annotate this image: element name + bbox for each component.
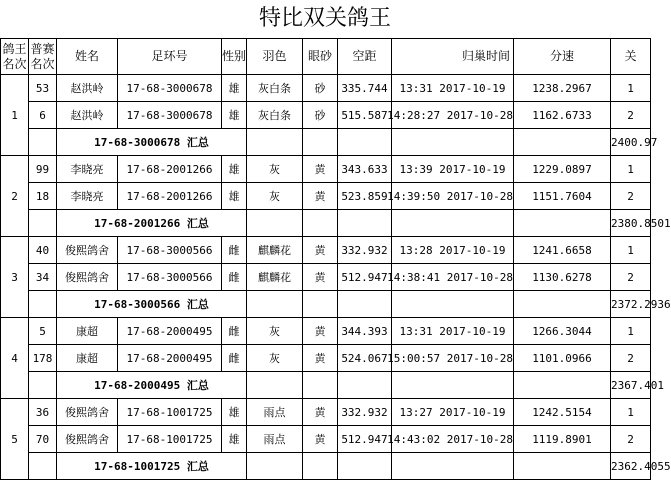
ring-cell: 17-68-3000566 [118, 237, 222, 264]
sex-cell: 雄 [222, 75, 247, 102]
name-cell: 俊熙鸽舍 [57, 399, 118, 426]
name-cell: 康超 [57, 318, 118, 345]
total-spacer [29, 453, 57, 480]
eye-cell: 黄 [303, 264, 338, 291]
empty-cell [392, 453, 514, 480]
name-cell: 赵洪岭 [57, 75, 118, 102]
table-row [1, 264, 651, 291]
header-rank: 鸽王名次 [1, 39, 29, 75]
leg-cell: 1 [611, 75, 651, 102]
distance-cell: 332.932 [338, 399, 392, 426]
empty-cell [514, 210, 611, 237]
total-value: 2400.97 [611, 129, 651, 156]
ring-cell: 17-68-2001266 [118, 183, 222, 210]
ring-cell: 17-68-3000678 [118, 75, 222, 102]
eye-cell: 黄 [303, 156, 338, 183]
header-eye: 眼砂 [303, 39, 338, 75]
time-cell: 2017-10-28 14:38:41 [392, 264, 514, 291]
sheet-title: 特比双关鸽王 [258, 6, 391, 31]
header-row [1, 39, 651, 75]
empty-cell [303, 453, 338, 480]
empty-cell [303, 210, 338, 237]
plumage-cell: 灰白条 [247, 102, 303, 129]
empty-cell [338, 291, 392, 318]
eye-cell: 砂 [303, 102, 338, 129]
empty-cell [338, 129, 392, 156]
leg-cell: 2 [611, 183, 651, 210]
total-row [1, 210, 651, 237]
name-cell: 俊熙鸽舍 [57, 264, 118, 291]
time-cell: 2017-10-19 13:39 [392, 156, 514, 183]
time-cell: 2017-10-28 14:39:50 [392, 183, 514, 210]
eye-cell: 砂 [303, 75, 338, 102]
total-row [1, 453, 651, 480]
speed-cell: 1241.6658 [514, 237, 611, 264]
header-speed: 分速 [514, 39, 611, 75]
sex-cell: 雌 [222, 237, 247, 264]
total-row [1, 129, 651, 156]
empty-cell [247, 372, 303, 399]
ring-cell: 17-68-3000566 [118, 264, 222, 291]
time-cell: 2017-10-19 13:31 [392, 75, 514, 102]
eye-cell: 黄 [303, 426, 338, 453]
ring-cell: 17-68-1001725 [118, 426, 222, 453]
race-rank-cell: 70 [29, 426, 57, 453]
name-cell: 俊熙鸽舍 [57, 237, 118, 264]
empty-cell [392, 129, 514, 156]
sex-cell: 雄 [222, 156, 247, 183]
race-rank-cell: 53 [29, 75, 57, 102]
header-ring: 足环号 [118, 39, 222, 75]
distance-cell: 332.932 [338, 237, 392, 264]
header-leg: 关 [611, 39, 651, 75]
table-row [1, 345, 651, 372]
total-label: 17-68-2000495 汇总 [57, 372, 247, 399]
plumage-cell: 灰 [247, 345, 303, 372]
race-rank-cell: 5 [29, 318, 57, 345]
eye-cell: 黄 [303, 345, 338, 372]
plumage-cell: 麒麟花 [247, 237, 303, 264]
total-spacer [29, 129, 57, 156]
table-row [1, 75, 651, 102]
time-cell: 2017-10-28 15:00:57 [392, 345, 514, 372]
total-label: 17-68-1001725 汇总 [57, 453, 247, 480]
rank-cell: 3 [1, 237, 29, 318]
table-row [1, 426, 651, 453]
leg-cell: 2 [611, 345, 651, 372]
leg-cell: 1 [611, 237, 651, 264]
empty-cell [303, 129, 338, 156]
header-time: 归巢时间 [392, 39, 514, 75]
plumage-cell: 灰 [247, 183, 303, 210]
empty-cell [303, 291, 338, 318]
eye-cell: 黄 [303, 399, 338, 426]
ring-cell: 17-68-3000678 [118, 102, 222, 129]
eye-cell: 黄 [303, 183, 338, 210]
total-value: 2367.401 [611, 372, 651, 399]
leg-cell: 2 [611, 264, 651, 291]
empty-cell [338, 453, 392, 480]
race-rank-cell: 6 [29, 102, 57, 129]
empty-cell [392, 210, 514, 237]
rank-cell: 5 [1, 399, 29, 480]
empty-cell [514, 291, 611, 318]
sex-cell: 雄 [222, 183, 247, 210]
table-row [1, 102, 651, 129]
speed-cell: 1119.8901 [514, 426, 611, 453]
sex-cell: 雌 [222, 264, 247, 291]
race-rank-cell: 36 [29, 399, 57, 426]
empty-cell [247, 210, 303, 237]
eye-cell: 黄 [303, 318, 338, 345]
plumage-cell: 灰 [247, 156, 303, 183]
header-name: 姓名 [57, 39, 118, 75]
distance-cell: 512.947 [338, 264, 392, 291]
speed-cell: 1238.2967 [514, 75, 611, 102]
table-row [1, 399, 651, 426]
time-cell: 2017-10-19 13:31 [392, 318, 514, 345]
empty-cell [514, 372, 611, 399]
leg-cell: 2 [611, 102, 651, 129]
sex-cell: 雌 [222, 318, 247, 345]
rank-cell: 4 [1, 318, 29, 399]
leg-cell: 1 [611, 156, 651, 183]
empty-cell [303, 372, 338, 399]
empty-cell [392, 291, 514, 318]
eye-cell: 黄 [303, 237, 338, 264]
name-cell: 李晓亮 [57, 156, 118, 183]
speed-cell: 1162.6733 [514, 102, 611, 129]
empty-cell [514, 453, 611, 480]
leg-cell: 2 [611, 426, 651, 453]
speed-cell: 1151.7604 [514, 183, 611, 210]
header-sex: 性别 [222, 39, 247, 75]
total-label: 17-68-2001266 汇总 [57, 210, 247, 237]
total-label: 17-68-3000566 汇总 [57, 291, 247, 318]
header-race-rank: 普赛名次 [29, 39, 57, 75]
rank-cell: 2 [1, 156, 29, 237]
time-cell: 2017-10-28 14:43:02 [392, 426, 514, 453]
rank-cell: 1 [1, 75, 29, 156]
total-spacer [29, 210, 57, 237]
table-row [1, 237, 651, 264]
total-value: 2362.4055 [611, 453, 651, 480]
empty-cell [247, 291, 303, 318]
sex-cell: 雌 [222, 345, 247, 372]
header-plumage: 羽色 [247, 39, 303, 75]
total-row [1, 372, 651, 399]
distance-cell: 335.744 [338, 75, 392, 102]
total-row [1, 291, 651, 318]
plumage-cell: 灰 [247, 318, 303, 345]
sex-cell: 雄 [222, 102, 247, 129]
total-label: 17-68-3000678 汇总 [57, 129, 247, 156]
distance-cell: 343.633 [338, 156, 392, 183]
leg-cell: 1 [611, 399, 651, 426]
ring-cell: 17-68-1001725 [118, 399, 222, 426]
time-cell: 2017-10-19 13:27 [392, 399, 514, 426]
sex-cell: 雄 [222, 399, 247, 426]
leg-cell: 1 [611, 318, 651, 345]
speed-cell: 1242.5154 [514, 399, 611, 426]
empty-cell [514, 129, 611, 156]
race-rank-cell: 40 [29, 237, 57, 264]
total-spacer [29, 372, 57, 399]
empty-cell [392, 372, 514, 399]
table-row [1, 183, 651, 210]
ring-cell: 17-68-2001266 [118, 156, 222, 183]
plumage-cell: 雨点 [247, 426, 303, 453]
speed-cell: 1229.0897 [514, 156, 611, 183]
table-row [1, 156, 651, 183]
race-rank-cell: 18 [29, 183, 57, 210]
empty-cell [338, 372, 392, 399]
speed-cell: 1101.0966 [514, 345, 611, 372]
plumage-cell: 雨点 [247, 399, 303, 426]
plumage-cell: 灰白条 [247, 75, 303, 102]
table-row [1, 318, 651, 345]
name-cell: 俊熙鸽舍 [57, 426, 118, 453]
race-rank-cell: 178 [29, 345, 57, 372]
time-cell: 2017-10-19 13:28 [392, 237, 514, 264]
speed-cell: 1130.6278 [514, 264, 611, 291]
time-cell: 2017-10-28 14:28:27 [392, 102, 514, 129]
distance-cell: 523.859 [338, 183, 392, 210]
header-distance: 空距 [338, 39, 392, 75]
total-value: 2372.2936 [611, 291, 651, 318]
race-rank-cell: 34 [29, 264, 57, 291]
distance-cell: 512.947 [338, 426, 392, 453]
plumage-cell: 麒麟花 [247, 264, 303, 291]
ring-cell: 17-68-2000495 [118, 318, 222, 345]
sex-cell: 雄 [222, 426, 247, 453]
empty-cell [247, 453, 303, 480]
total-spacer [29, 291, 57, 318]
distance-cell: 515.587 [338, 102, 392, 129]
ring-cell: 17-68-2000495 [118, 345, 222, 372]
distance-cell: 344.393 [338, 318, 392, 345]
name-cell: 李晓亮 [57, 183, 118, 210]
name-cell: 赵洪岭 [57, 102, 118, 129]
results-table [0, 38, 671, 480]
speed-cell: 1266.3044 [514, 318, 611, 345]
empty-cell [247, 129, 303, 156]
empty-cell [338, 210, 392, 237]
total-value: 2380.8501 [611, 210, 651, 237]
name-cell: 康超 [57, 345, 118, 372]
distance-cell: 524.067 [338, 345, 392, 372]
race-rank-cell: 99 [29, 156, 57, 183]
